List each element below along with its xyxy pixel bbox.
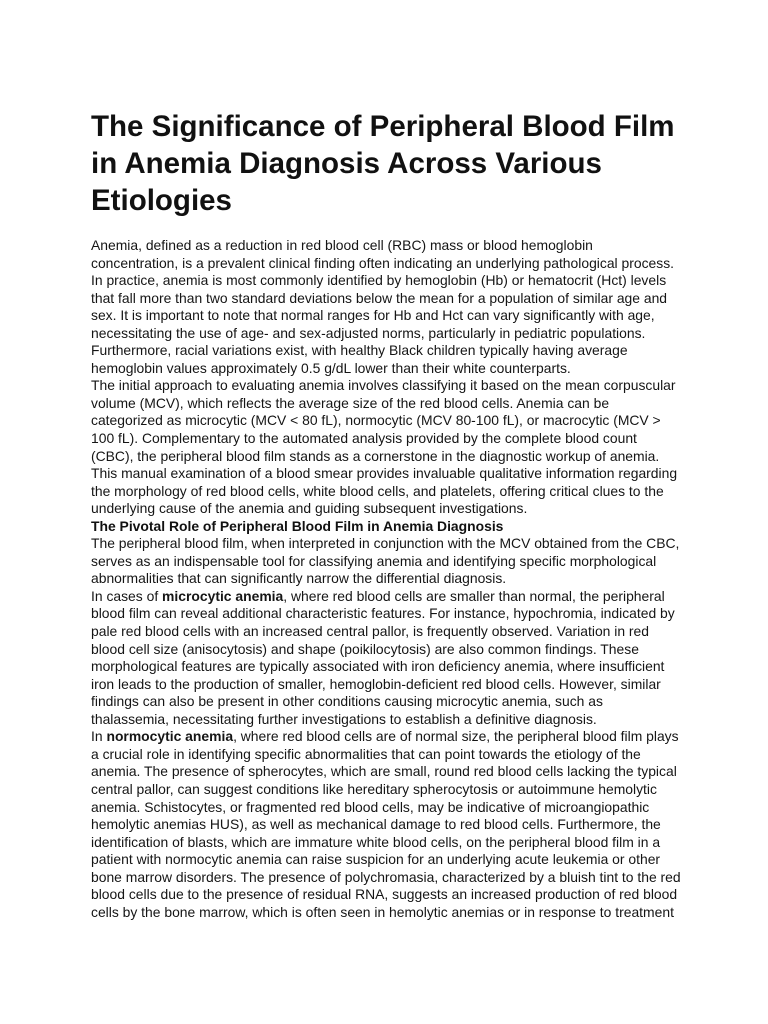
microcytic-text: , where red blood cells are smaller than normal, the peripheral blood film can reveal additional characteristic features. For instance, hypochromia, indicated by pale red blood cells with an increased central pallor, is frequently observed. Variation in red blood cell size (anisocytosis) and shape (poikilocytosis) are also common findings. These morphological features are typically associated with iron deficiency anemia, where insufficient iron leads to the production of smaller, hemoglobin-deficient red blood cells. However, similar findings can also be present in other conditions causing microcytic anemia, such as thalassemia, necessitating further investigations to establish a definitive diagnosis. bbox=[91, 587, 675, 727]
intro-paragraph-1: Anemia, defined as a reduction in red blood cell (RBC) mass or blood hemoglobin concentration, is a prevalent clinical finding often indicating an underlying pathological process. In practice, anemia is most commonly identified by hemoglobin (Hb) or hematocrit (Hct) levels that fall more than two standard deviations below the mean for a population of similar age and sex. It is important to note that normal ranges for Hb and Hct can vary significantly with age, necessitating the use of age- and sex-adjusted norms, particularly in pediatric populations. Furthermore, racial variations exist, with healthy Black children typically having average hemoglobin values approximately 0.5 g/dL lower than their white counterparts. bbox=[91, 237, 674, 376]
intro-paragraph-2: The initial approach to evaluating anemia involves classifying it based on the mean corpuscular volume (MCV), which reflects the average size of the red blood cells. Anemia can be categorized as microcytic (MCV < 80 fL), normocytic (MCV 80-100 fL), or macrocytic (MCV > 100 fL). Complementary to the automated analysis provided by the complete blood count (CBC), the peripheral blood film stands as a cornerstone in the diagnostic workup of anemia. This manual examination of a blood smear provides invaluable qualitative information regarding the morphology of red blood cells, white blood cells, and platelets, offering critical clues to the underlying cause of the anemia and guiding subsequent investigations. bbox=[91, 377, 678, 517]
normocytic-paragraph bbox=[91, 728, 681, 921]
microcytic-lead: In cases of bbox=[91, 587, 163, 604]
section-heading: The Pivotal Role of Peripheral Blood Film in Anemia Diagnosis bbox=[91, 517, 504, 534]
normocytic-term: normocytic anemia bbox=[106, 728, 234, 745]
document-title: The Significance of Peripheral Blood Film in Anemia Diagnosis Across Various Etiologies bbox=[91, 110, 675, 217]
microcytic-paragraph bbox=[91, 588, 681, 728]
microcytic-term: microcytic anemia bbox=[162, 587, 284, 604]
section-intro-paragraph: The peripheral blood film, when interpreted in conjunction with the MCV obtained from the CBC, serves as an indispensable tool for classifying anemia and identifying specific morphological abnormalities that can significantly narrow the differential diagnosis. bbox=[91, 535, 680, 587]
normocytic-text: , where red blood cells are of normal size, the peripheral blood film plays a crucial role in identifying specific abnormalities that can point towards the etiology of the anemia. The presence of spherocytes, which are small, round red blood cells lacking the typical central pallor, can suggest conditions like hereditary spherocytosis or autoimmune hemolytic anemia. Schistocytes, or fragmented red blood cells, may be indicative of microangiopathic hemolytic anemias HUS), as well as mechanical damage to red blood cells. Furthermore, the identification of blasts, which are immature white blood cells, on the peripheral blood film in a patient with normocytic anemia can raise suspicion for an underlying acute leukemia or other bone marrow disorders. The presence of polychromasia, characterized by a bluish tint to the red blood cells due to the presence of residual RNA, suggests an increased production of red blood cells by the bone marrow, which is often seen in hemolytic anemias or in response to treatment bbox=[91, 728, 681, 920]
normocytic-lead: In bbox=[91, 728, 107, 745]
document-page bbox=[91, 108, 681, 921]
